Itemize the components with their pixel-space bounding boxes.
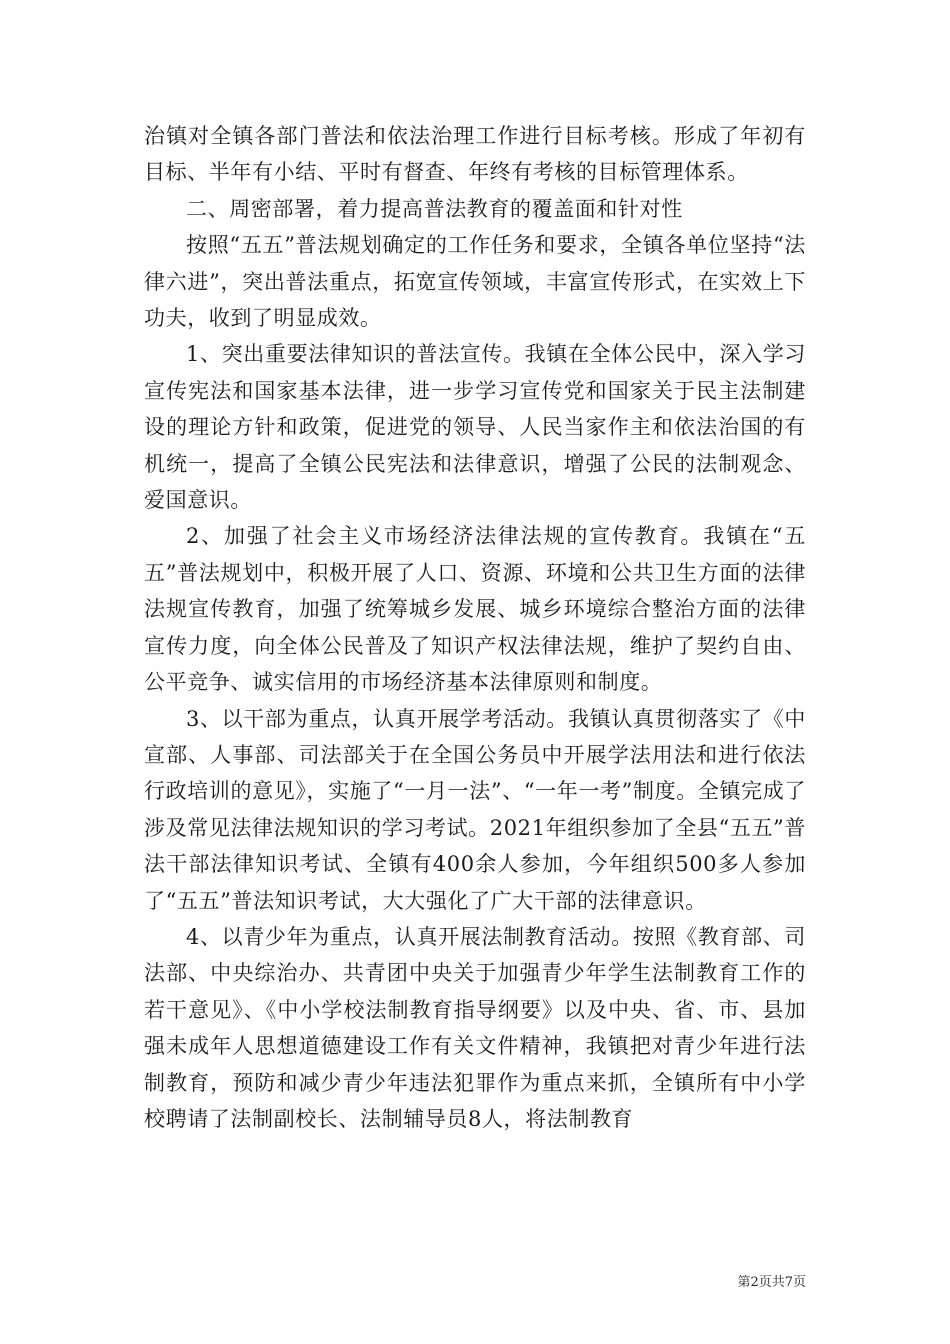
paragraph-3: 按照“五五”普法规划确定的工作任务和要求，全镇各单位坚持“法律六进”，突出普法重点，拓宽宣传领域，丰富宣传形式，在实效上下功夫，收到了明显成效。 bbox=[144, 233, 806, 331]
document-body bbox=[144, 118, 806, 1137]
section-heading: 二、周密部署，着力提高普法教育的覆盖面和针对性 bbox=[186, 196, 683, 221]
paragraph-5: 2、加强了社会主义市场经济法律法规的宣传教育。我镇在“五五”普法规划中，积极开展了人口、资源、环境和公共卫生方面的法律法规宣传教育，加强了统筹城乡发展、城乡环境综合整治方面的法律宣传力度，向全体公民普及了知识产权法律法规，维护了契约自由、公平竞争、诚实信用的市场经济基本法律原则和制度。 bbox=[144, 524, 806, 695]
paragraph-1: 治镇对全镇各部门普法和依法治理工作进行目标考核。形成了年初有目标、半年有小结、平时有督查、年终有考核的目标管理体系。 bbox=[144, 124, 806, 185]
page-number: 第2页共7页 bbox=[737, 1275, 806, 1290]
paragraph-4: 1、突出重要法律知识的普法宣传。我镇在全体公民中，深入学习宣传宪法和国家基本法律，进一步学习宣传党和国家关于民主法制建设的理论方针和政策，促进党的领导、人民当家作主和依法治国的有机统一，提高了全镇公民宪法和法律意识，增强了公民的法制观念、爱国意识。 bbox=[144, 342, 806, 513]
paragraph-7: 4、以青少年为重点，认真开展法制教育活动。按照《教育部、司法部、中央综治办、共青团中央关于加强青少年学生法制教育工作的若干意见》、《中小学校法制教育指导纲要》以及中央、省、市、县加强未成年人思想道德建设工作有关文件精神，我镇把对青少年进行法制教育，预防和减少青少年违法犯罪作为重点来抓，全镇所有中小学校聘请了法制副校长、法制辅导员8人，将法制教育 bbox=[144, 924, 806, 1131]
paragraph-6: 3、以干部为重点，认真开展学考活动。我镇认真贯彻落实了《中宣部、人事部、司法部关于在全国公务员中开展学法用法和进行依法行政培训的意见》，实施了“一月一法”、“一年一考”制度。全镇完成了涉及常见法律法规知识的学习考试。2021年组织参加了全县“五五”普法干部法律知识考试、全镇有400余人参加，今年组织500多人参加了“五五”普法知识考试，大大强化了广大干部的法律意识。 bbox=[144, 706, 806, 913]
